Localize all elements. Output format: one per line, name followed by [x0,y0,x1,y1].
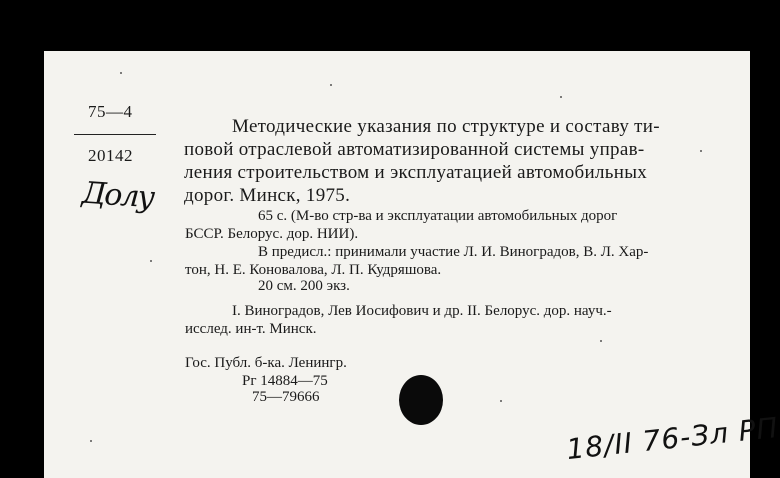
preface-line-2: тон, Н. Е. Коновалова, Л. П. Кудряшова. [185,262,442,278]
library-line-1: Гос. Публ. б-ка. Ленингр. [185,355,347,371]
speck [150,260,152,262]
handwritten-date: 18/II 76-Зл РП [564,410,780,467]
size-copies: 20 см. 200 экз. [258,278,350,294]
title-line-2: повой отраслевой автоматизированной системы управ- [184,139,645,160]
publisher-line-1: 65 с. (М-во стр-ва и эксплуатации автомобильных дорог [258,208,618,224]
speck [330,84,332,86]
publisher-line-2: БССР. Белорус. дор. НИИ). [185,226,359,242]
speck [600,340,602,342]
accession-number: 20142 [88,146,133,165]
title-line-4: дорог. Минск, 1975. [184,185,351,206]
speck [500,400,502,402]
library-line-3: 75—79666 [252,389,320,405]
library-line-2: Рг 14884—75 [242,373,328,389]
tracings-line-1: I. Виноградов, Лев Иосифович и др. II. Белорус. дор. науч.- [232,303,612,319]
speck [120,72,122,74]
call-number-divider [74,134,156,135]
call-number: 75—4 [88,102,133,121]
speck [90,440,92,442]
tracings-line-2: исслед. ин-т. Минск. [185,321,317,337]
title-line-3: ления строительством и эксплуатацией автомобильных [184,162,648,183]
handwritten-mark: Долу [80,175,155,216]
ink-blot [399,375,443,425]
title-line-1: Методические указания по структуре и составу ти- [232,116,660,137]
preface-line-1: В предисл.: принимали участие Л. И. Виноградов, В. Л. Хар- [258,244,649,260]
speck [700,150,702,152]
speck [560,96,562,98]
